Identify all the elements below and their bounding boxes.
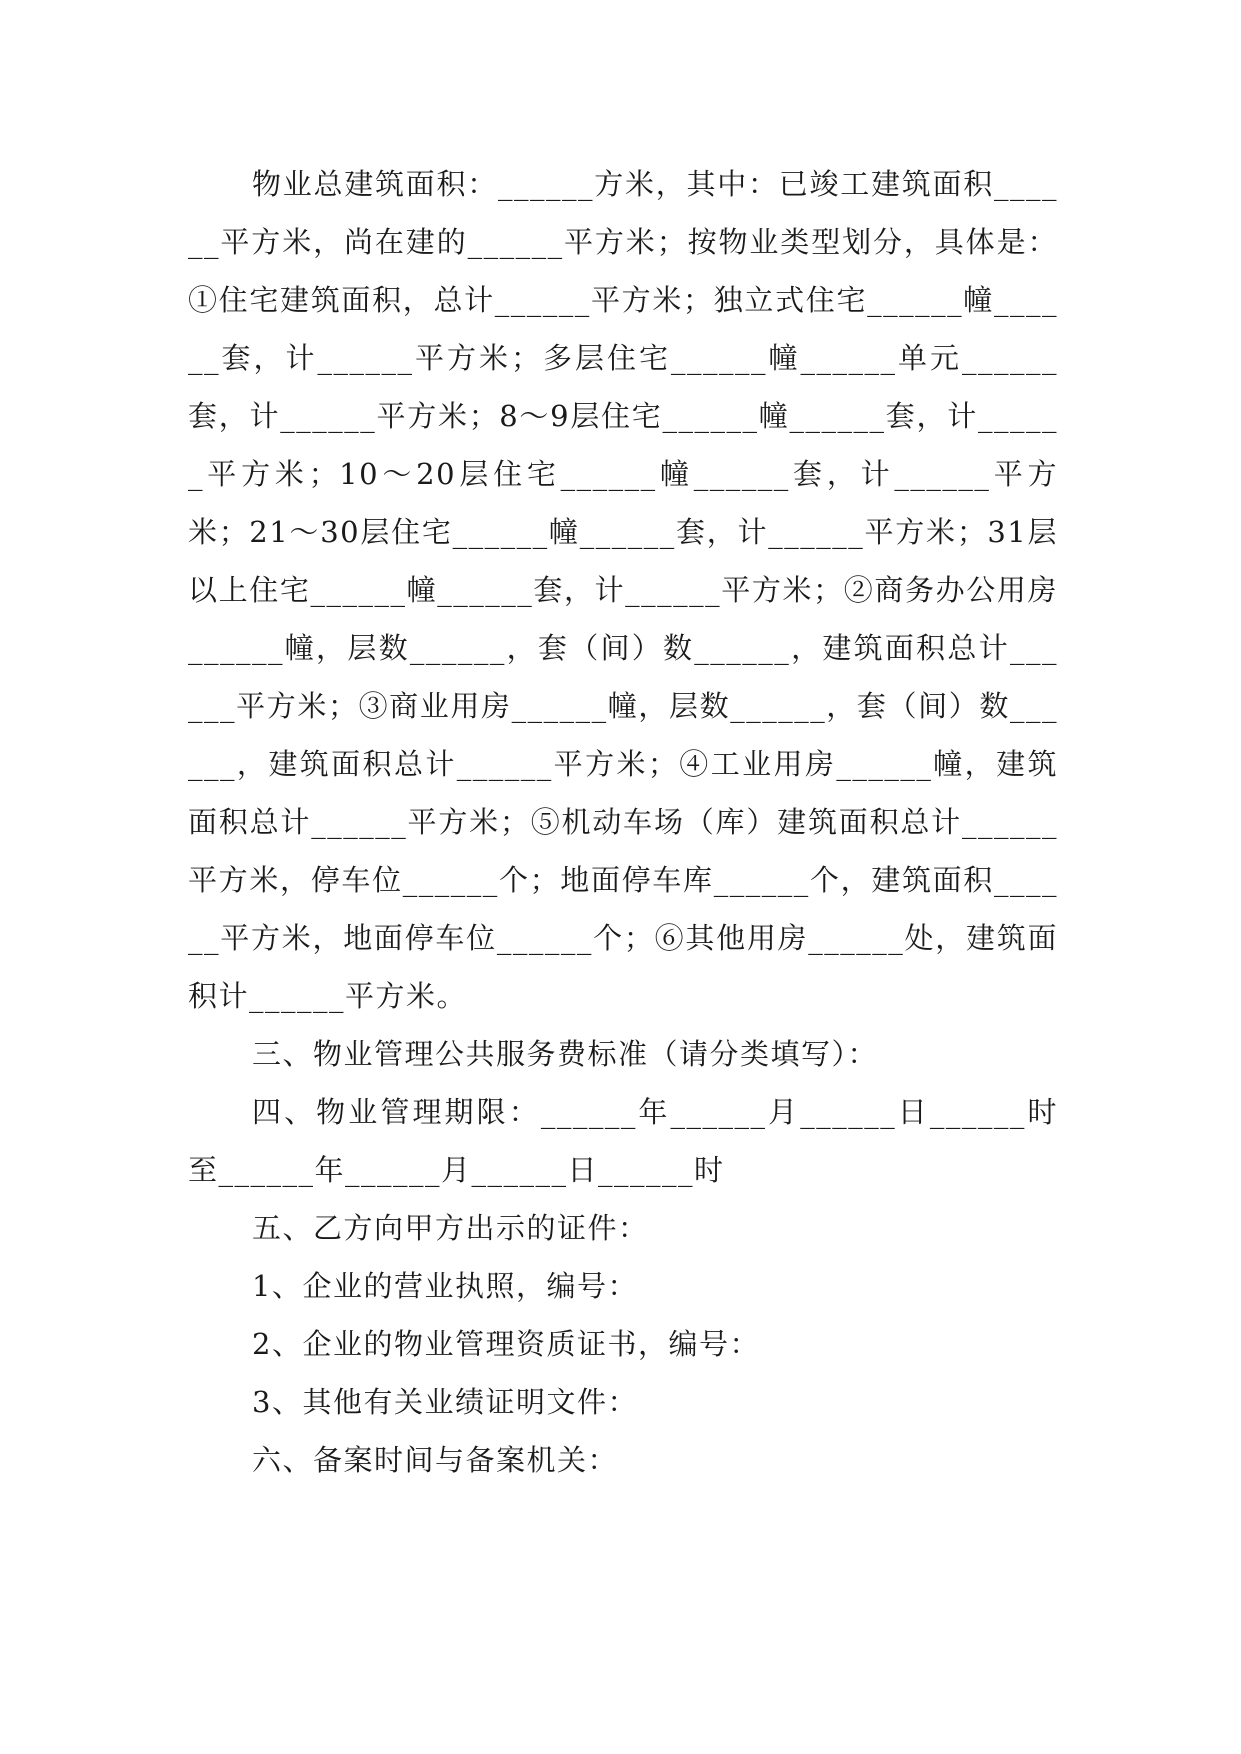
document-body [188, 155, 1058, 1489]
paragraph-other-documents: 3、其他有关业绩证明文件： [252, 1385, 638, 1419]
paragraph-filing-time-authority: 六、备案时间与备案机关： [252, 1443, 619, 1477]
paragraph-business-license: 1、企业的营业执照，编号： [252, 1269, 638, 1303]
paragraph-property-area: 物业总建筑面积：______方米，其中：已竣工建筑面积______平方米，尚在建的______平方米；按物业类型划分，具体是：①住宅建筑面积，总计______平方米；独立式住宅______幢______套，计______平方米；多层住宅______幢______单元______套，计______平方米；8～9层住宅______幢______套，计______平方米；10～20层住宅______幢______套，计______平方米；21～30层住宅______幢______套，计______平方米；31层以上住宅______幢______套，计______平方米；②商务办公用房______幢，层数______，套（间）数______，建筑面积总计______平方米；③商业用房______幢，层数______，套（间）数______，建筑面积总计______平方米；④工业用房______幢，建筑面积总计______平方米；⑤机动车场（库）建筑面积总计______平方米，停车位______个；地面停车库______个，建筑面积______平方米，地面停车位______个；⑥其他用房______处，建筑面积计______平方米。 [188, 167, 1058, 1013]
paragraph-service-fee-standard: 三、物业管理公共服务费标准（请分类填写）： [252, 1037, 879, 1071]
paragraph-qualification-certificate: 2、企业的物业管理资质证书，编号： [252, 1327, 760, 1361]
paragraph-management-term: 四、物业管理期限：______年______月______日______时至______年______月______日______时 [188, 1095, 1058, 1187]
paragraph-certificates-heading: 五、乙方向甲方出示的证件： [252, 1211, 649, 1245]
